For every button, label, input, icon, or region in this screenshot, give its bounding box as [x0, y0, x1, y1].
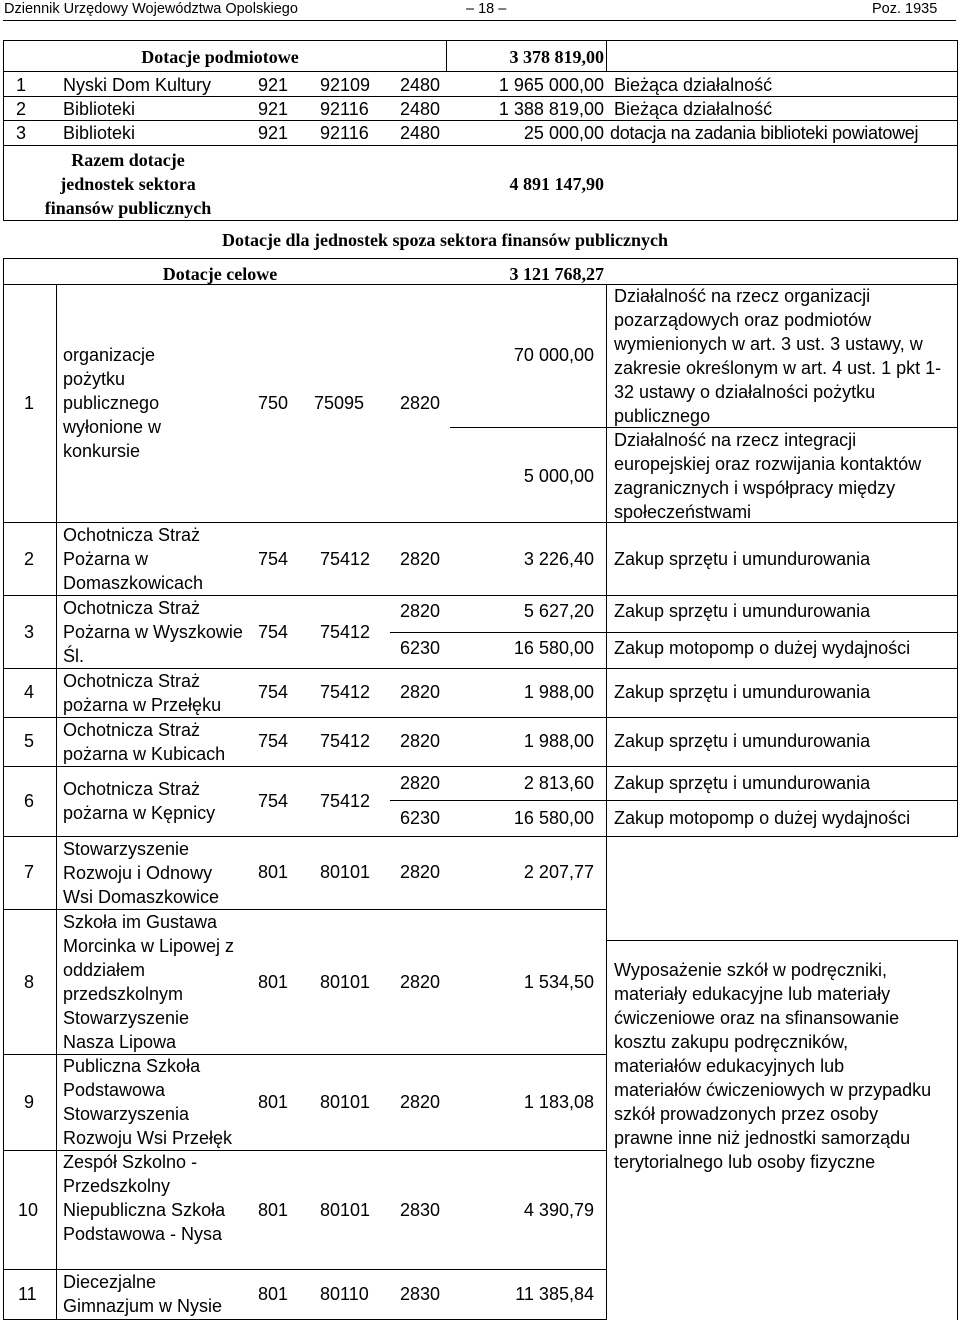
row-dzial: 754: [258, 682, 289, 702]
row-no: 5: [24, 731, 35, 751]
row-name: Ochotnicza Straż Pożarna w Wyszkowie Śl.: [63, 598, 243, 666]
section1-title: Dotacje podmiotowe: [141, 47, 299, 67]
row-purpose-a: Zakup sprzętu i umundurowania: [614, 601, 871, 621]
row-dzial: 754: [258, 549, 289, 569]
row-purpose-a: Działalność na rzecz organizacji pozarządowych oraz podmiotów wymienionych w art. 3 ust. 3 ustawy, w zakresie określonym w art. 4 ust. 1 pkt 1-32 ustawy o działalności pożytku publicznego: [614, 286, 942, 426]
row-amount: 1 534,50: [523, 972, 594, 992]
header-rule: [3, 20, 956, 21]
row-name: Biblioteki: [63, 99, 136, 119]
row-no: 10: [18, 1200, 39, 1220]
row-dzial: 801: [258, 1284, 289, 1304]
row-dzial: 801: [258, 972, 289, 992]
row-rozdzial: 75412: [320, 682, 371, 702]
row-amount: 1 965 000,00: [498, 75, 604, 95]
schools-purpose: Wyposażenie szkół w podręczniki, materiały edukacyjne lub materiały ćwiczeniowe oraz na sfinansowanie kosztu zakupu podręczników, materiałów edukacyjnych lub materiałów ćwiczeniowych w przypadku szkół prowadzonych przez osoby prawne inne niż jednostki samorządu terytorialnego lub osoby fizyczne: [614, 960, 932, 1172]
row-no: 8: [24, 972, 35, 992]
row-name: organizacje pożytku publicznego wyłonione w konkursie: [63, 345, 162, 461]
row-dzial: 801: [258, 862, 289, 882]
sum-value: 4 891 147,90: [509, 174, 604, 194]
row-no: 7: [24, 862, 35, 882]
row-paragraph-b: 6230: [400, 808, 441, 828]
row-dzial: 921: [258, 123, 289, 143]
row-amount: 4 390,79: [523, 1200, 594, 1220]
row-amount-b: 16 580,00: [513, 638, 594, 658]
row-dzial: 921: [258, 99, 289, 119]
row-name: Ochotnicza Straż pożarna w Kępnicy: [63, 779, 216, 823]
row-no: 9: [24, 1092, 35, 1112]
row-rozdzial: 75412: [320, 549, 371, 569]
journal-title: Dziennik Urzędowy Województwa Opolskiego: [4, 1, 298, 17]
row-paragraph: 2830: [400, 1200, 441, 1220]
row-amount-a: 70 000,00: [513, 345, 594, 365]
row-paragraph-a: 2820: [400, 773, 441, 793]
row-amount: 11 385,84: [515, 1284, 594, 1304]
section2-title: Dotacje dla jednostek spoza sektora finansów publicznych: [222, 230, 669, 250]
row-name: Ochotnicza Straż pożarna w Kubicach: [63, 720, 226, 764]
row-purpose-b: Zakup motopomp o dużej wydajności: [614, 638, 911, 658]
row-name: Zespół Szkolno - Przedszkolny Niepubliczna Szkoła Podstawowa - Nysa: [63, 1152, 226, 1244]
row-paragraph: 2830: [400, 1284, 441, 1304]
row-amount: 3 226,40: [523, 549, 594, 569]
row-rozdzial: 75412: [320, 791, 371, 811]
sum-label-line3: finansów publicznych: [44, 198, 212, 218]
row-no: 6: [24, 791, 35, 811]
row-paragraph: 2820: [400, 393, 441, 413]
row-name: Publiczna Szkoła Podstawowa Stowarzyszenia Rozwoju Wsi Przełęk: [63, 1056, 233, 1148]
row-paragraph: 2820: [400, 731, 441, 751]
row-dzial: 750: [258, 393, 289, 413]
row-name: Nyski Dom Kultury: [63, 75, 212, 95]
row-paragraph: 2820: [400, 972, 441, 992]
page-number: – 18 –: [466, 1, 507, 17]
row-rozdzial: 92109: [320, 75, 371, 95]
row-dzial: 754: [258, 791, 289, 811]
row-amount: 1 988,00: [523, 682, 594, 702]
row-name: Diecezjalne Gimnazjum w Nysie: [63, 1272, 223, 1316]
row-name: Szkoła im Gustawa Morcinka w Lipowej z oddziałem przedszkolnym Stowarzyszenie Nasza Lipowa: [63, 912, 235, 1052]
sum-label-line1: Razem dotacje: [71, 150, 185, 170]
row-name: Ochotnicza Straż Pożarna w Domaszkowicach: [63, 525, 204, 593]
row-rozdzial: 92116: [320, 99, 369, 119]
position-number: Poz. 1935: [872, 1, 938, 17]
row-purpose: Bieżąca działalność: [614, 99, 773, 119]
row-amount-b: 5 000,00: [523, 466, 594, 486]
row-purpose-a: Zakup sprzętu i umundurowania: [614, 773, 871, 793]
row-rozdzial: 80110: [320, 1284, 369, 1304]
section2-subtitle: Dotacje celowe: [162, 264, 278, 284]
row-dzial: 801: [258, 1092, 289, 1112]
row-amount: 1 183,08: [523, 1092, 594, 1112]
row-purpose: Zakup sprzętu i umundurowania: [614, 682, 871, 702]
row-paragraph-a: 2820: [400, 601, 441, 621]
row-paragraph: 2820: [400, 862, 441, 882]
row-paragraph: 2820: [400, 682, 441, 702]
row-rozdzial: 80101: [320, 862, 371, 882]
row-paragraph: 2820: [400, 549, 441, 569]
row-rozdzial: 75412: [320, 622, 371, 642]
row-no: 4: [24, 682, 35, 702]
row-amount-a: 2 813,60: [523, 773, 594, 793]
row-purpose-b: Działalność na rzecz integracji europejskiej oraz rozwijania kontaktów zagranicznych i współpracy między społeczeństwami: [614, 430, 922, 522]
section1-total: 3 378 819,00: [509, 47, 604, 67]
row-amount: 1 388 819,00: [498, 99, 604, 119]
row-dzial: 921: [258, 75, 289, 95]
row-amount: 25 000,00: [523, 123, 604, 143]
row-rozdzial: 75412: [320, 731, 371, 751]
row-dzial: 801: [258, 1200, 289, 1220]
row-paragraph: 2480: [400, 99, 441, 119]
row-purpose: Zakup sprzętu i umundurowania: [614, 731, 871, 751]
row-purpose-b: Zakup motopomp o dużej wydajności: [614, 808, 911, 828]
row-no: 11: [18, 1284, 37, 1304]
row-no: 1: [16, 75, 27, 95]
row-paragraph-b: 6230: [400, 638, 441, 658]
row-name: Ochotnicza Straż pożarna w Przełęku: [63, 671, 222, 715]
row-rozdzial: 75095: [314, 393, 365, 413]
row-rozdzial: 80101: [320, 1092, 371, 1112]
row-purpose: dotacja na zadania biblioteki powiatowej: [610, 123, 919, 143]
row-amount-a: 5 627,20: [523, 601, 594, 621]
row-amount: 1 988,00: [523, 731, 594, 751]
row-paragraph: 2480: [400, 123, 441, 143]
row-dzial: 754: [258, 622, 289, 642]
row-purpose: Zakup sprzętu i umundurowania: [614, 549, 871, 569]
row-paragraph: 2480: [400, 75, 441, 95]
row-no: 2: [24, 549, 35, 569]
row-purpose: Bieżąca działalność: [614, 75, 773, 95]
row-rozdzial: 80101: [320, 1200, 371, 1220]
row-amount: 2 207,77: [523, 862, 594, 882]
row-name: Stowarzyszenie Rozwoju i Odnowy Wsi Domaszkowice: [63, 839, 220, 907]
row-amount-b: 16 580,00: [513, 808, 594, 828]
row-rozdzial: 80101: [320, 972, 371, 992]
row-no: 3: [16, 123, 27, 143]
row-no: 1: [24, 393, 35, 413]
row-rozdzial: 92116: [320, 123, 369, 143]
row-no: 2: [16, 99, 27, 119]
row-no: 3: [24, 622, 35, 642]
row-dzial: 754: [258, 731, 289, 751]
sum-label-line2: jednostek sektora: [60, 174, 196, 194]
section2-subtotal: 3 121 768,27: [509, 264, 604, 284]
row-paragraph: 2820: [400, 1092, 441, 1112]
row-name: Biblioteki: [63, 123, 136, 143]
